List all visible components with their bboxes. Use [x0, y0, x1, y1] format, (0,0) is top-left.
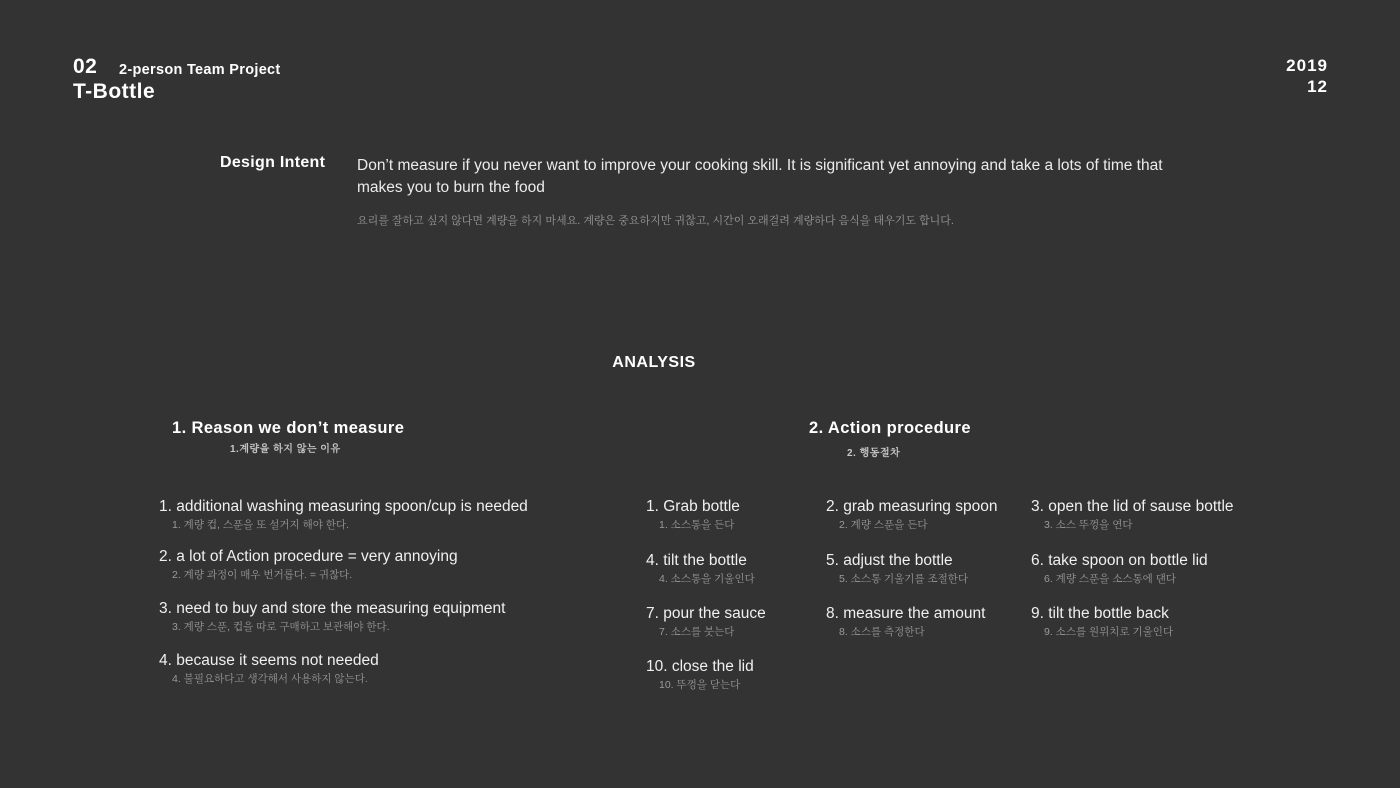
reason-korean: 3. 계량 스푼, 컵을 따로 구매하고 보관해야 한다.: [172, 621, 390, 633]
step-korean: 6. 계량 스푼을 소스통에 댄다: [1044, 573, 1176, 585]
step-korean: 8. 소스를 측정한다: [839, 626, 925, 638]
reason-item: [159, 599, 505, 634]
reason-text: 3. need to buy and store the measuring equipment: [159, 600, 506, 617]
project-date: [1286, 55, 1328, 97]
procedure-step: [826, 497, 997, 532]
design-intent-korean: 요리를 잘하고 싶지 않다면 계량을 하지 마세요. 계량은 중요하지만 귀찮고, 시간이 오래걸려 계량하다 음식을 태우기도 합니다.: [357, 215, 954, 227]
step-korean: 3. 소스 뚜껑을 연다: [1044, 519, 1133, 531]
step-korean: 2. 계량 스푼을 든다: [839, 519, 928, 531]
step-text: 2. grab measuring spoon: [826, 498, 998, 515]
step-korean: 5. 소스통 기울기를 조절한다: [839, 573, 969, 585]
step-text: 9. tilt the bottle back: [1031, 605, 1169, 622]
step-text: 6. take spoon on bottle lid: [1031, 552, 1208, 569]
step-text: 5. adjust the bottle: [826, 552, 953, 569]
step-text: 1. Grab bottle: [646, 498, 740, 515]
step-korean: 1. 소스통을 든다: [659, 519, 735, 531]
procedure-step: [1031, 604, 1173, 639]
procedure-step: [1031, 497, 1234, 532]
project-type: 2-person Team Project: [119, 62, 281, 78]
design-intent-label: Design Intent: [220, 154, 326, 171]
procedure-step: [646, 551, 755, 586]
reasons-subtitle: 1.계량을 하지 않는 이유: [230, 444, 341, 455]
step-korean: 4. 소스통을 기울인다: [659, 573, 755, 585]
reason-text: 2. a lot of Action procedure = very annoying: [159, 548, 458, 565]
project-year: 2019: [1286, 56, 1328, 75]
step-korean: 7. 소스를 붓는다: [659, 626, 735, 638]
project-month: 12: [1307, 77, 1328, 96]
procedure-subtitle: 2. 행동절차: [847, 448, 901, 459]
step-korean: 9. 소스를 원위치로 기울인다: [1044, 626, 1174, 638]
reason-item: [159, 547, 458, 582]
step-text: 4. tilt the bottle: [646, 552, 747, 569]
reason-item: [159, 497, 528, 532]
step-text: 3. open the lid of sause bottle: [1031, 498, 1234, 515]
step-text: 8. measure the amount: [826, 605, 986, 622]
reason-korean: 4. 불필요하다고 생각해서 사용하지 않는다.: [172, 673, 368, 685]
reason-korean: 2. 계량 과정이 매우 번거롭다. = 귀찮다.: [172, 569, 353, 581]
procedure-step: [826, 604, 985, 639]
reason-text: 4. because it seems not needed: [159, 652, 379, 669]
design-intent-text: Don’t measure if you never want to improve your cooking skill. It is significant yet annoying and take a lots of time that makes you to burn the food: [357, 157, 1163, 196]
reason-korean: 1. 계량 컵, 스푼을 또 설거지 해야 한다.: [172, 519, 350, 531]
procedure-title: 2. Action procedure: [809, 419, 971, 437]
procedure-step: [646, 657, 754, 692]
procedure-step: [1031, 551, 1208, 586]
project-title: T-Bottle: [73, 80, 156, 103]
procedure-step: [646, 604, 766, 639]
analysis-title: ANALYSIS: [612, 354, 696, 371]
step-text: 10. close the lid: [646, 658, 754, 675]
step-korean: 10. 뚜껑을 닫는다: [659, 679, 741, 691]
project-number: 02: [73, 55, 98, 78]
step-text: 7. pour the sauce: [646, 605, 766, 622]
reasons-title: 1. Reason we don’t measure: [172, 419, 405, 437]
procedure-step: [646, 497, 740, 532]
reason-item: [159, 651, 379, 686]
procedure-step: [826, 551, 968, 586]
reason-text: 1. additional washing measuring spoon/cup is needed: [159, 498, 528, 515]
